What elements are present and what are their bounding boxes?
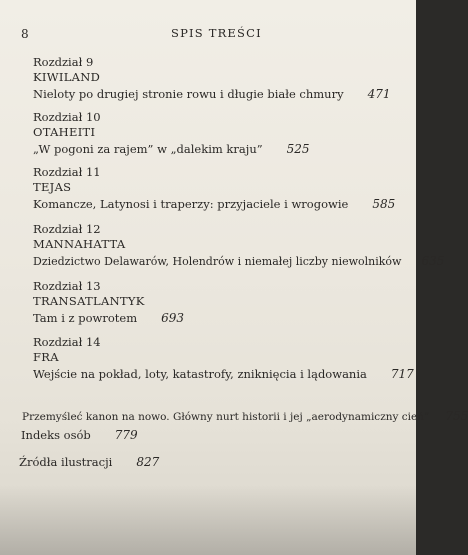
chapter-subtitle-line — [33, 87, 408, 102]
toc-chapter-12 — [33, 222, 445, 269]
chapter-title: TEJAS — [33, 180, 72, 194]
chapter-subtitle-line — [33, 142, 408, 157]
entry-title: Indeks osób — [21, 428, 91, 442]
chapter-label: Rozdział 13 — [33, 279, 101, 293]
entry-page-number: 779 — [114, 428, 138, 442]
chapter-title: FRA — [33, 350, 59, 364]
toc-entry-index — [21, 428, 138, 442]
toc-chapter-14 — [33, 335, 414, 382]
entry-title: Źródła ilustracji — [19, 455, 113, 469]
entry-page-number: 755 — [445, 409, 468, 423]
chapter-page-number: 635 — [421, 254, 445, 268]
chapter-subtitle-line — [33, 311, 408, 326]
toc-chapter-13 — [33, 280, 408, 326]
toc-entry-illustration-sources — [19, 455, 159, 469]
entry-title: Przemyśleć kanon na nowo. Główny nurt historii i jej „aerodynamiczny cień” — [22, 411, 430, 423]
chapter-label: Rozdział 12 — [33, 222, 101, 236]
chapter-title: TRANSATLANTYK — [33, 294, 145, 308]
chapter-subtitle-line — [33, 197, 408, 212]
chapter-subtitle: Komancze, Latynosi i traperzy: przyjaciele i wrogowie — [33, 197, 349, 211]
toc-chapter-11 — [33, 166, 408, 212]
chapter-title: MANNAHATTA — [33, 237, 126, 251]
chapter-page-number: 585 — [372, 197, 396, 211]
chapter-label: Rozdział 14 — [33, 335, 101, 349]
page-shadow — [0, 485, 416, 555]
chapter-title: KIWILAND — [33, 70, 101, 84]
chapter-label: Rozdział 10 — [33, 110, 101, 124]
chapter-page-number: 525 — [286, 142, 310, 156]
chapter-subtitle-line — [33, 367, 414, 382]
toc-chapter-10 — [33, 111, 408, 157]
chapter-subtitle: Wejście na pokład, loty, katastrofy, zniknięcia i lądowania — [33, 367, 367, 381]
chapter-page-number: 471 — [367, 87, 391, 101]
chapter-label: Rozdział 9 — [33, 55, 94, 69]
chapter-page-number: 693 — [161, 311, 185, 325]
chapter-page-number: 717 — [390, 367, 414, 381]
toc-entry-canon — [22, 409, 468, 423]
running-title: SPIS TREŚCI — [171, 26, 262, 40]
chapter-subtitle: Tam i z powrotem — [33, 311, 138, 325]
chapter-title: OTAHEITI — [33, 125, 96, 139]
chapter-subtitle-line — [33, 254, 445, 269]
page-number: 8 — [21, 27, 29, 41]
chapter-subtitle: Nieloty po drugiej stronie rowu i długie białe chmury — [33, 87, 344, 101]
toc-chapter-9 — [33, 56, 408, 102]
chapter-label: Rozdział 11 — [33, 165, 101, 179]
chapter-subtitle: „W pogoni za rajem” w „dalekim kraju” — [33, 142, 263, 156]
entry-page-number: 827 — [136, 455, 160, 469]
chapter-subtitle: Dziedzictwo Delawarów, Holendrów i niemałej liczby niewolników — [33, 255, 402, 268]
